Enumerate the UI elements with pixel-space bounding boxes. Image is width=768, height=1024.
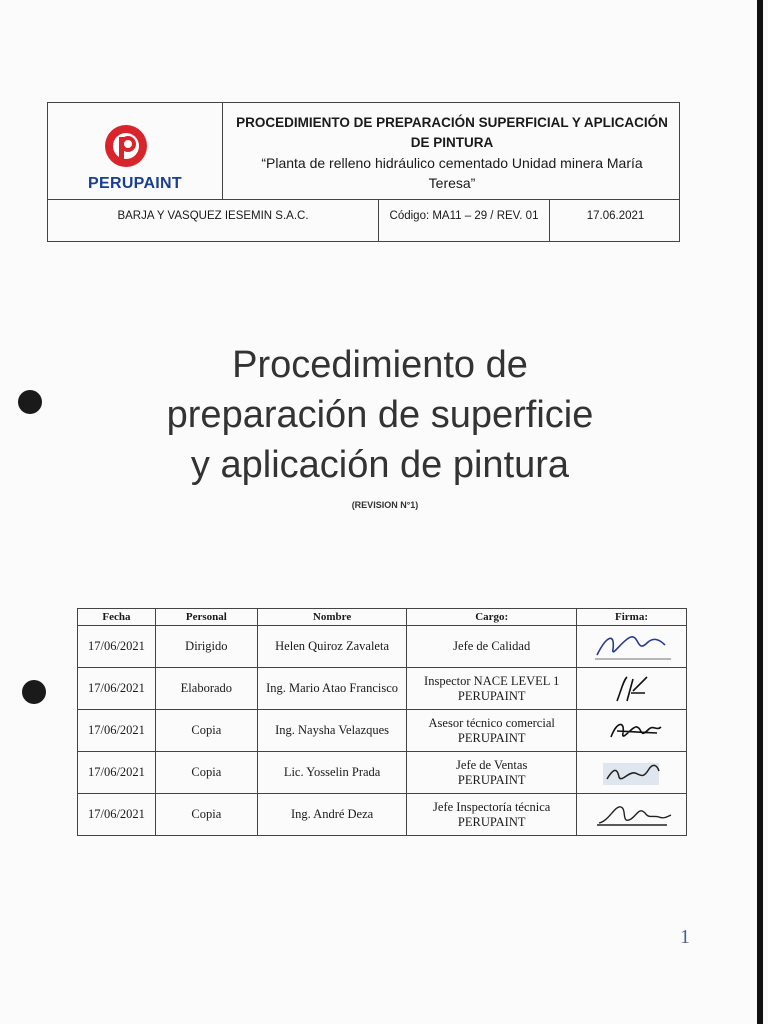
row-firma (577, 668, 687, 710)
document-date: 17.06.2021 (586, 210, 645, 222)
logo-text: PERUPAINT (88, 175, 182, 192)
row-cargo-line1: Asesor técnico comercial (428, 715, 555, 730)
table-row (78, 710, 687, 752)
header-cargo: Cargo: (407, 609, 577, 626)
row-firma (577, 710, 687, 752)
row-personal: Elaborado (155, 668, 257, 710)
header-personal: Personal (155, 609, 257, 626)
row-nombre: Ing. Mario Atao Francisco (257, 668, 407, 710)
row-personal: Copia (155, 794, 257, 836)
row-cargo (407, 752, 577, 794)
row-fecha: 17/06/2021 (78, 626, 156, 668)
table-header-row (78, 609, 687, 626)
page-number: 1 (680, 926, 690, 948)
company-name: BARJA Y VASQUEZ IESEMIN S.A.C. (48, 199, 379, 241)
document-title-block (223, 103, 681, 199)
row-firma (577, 752, 687, 794)
row-cargo (407, 626, 577, 668)
approval-table (77, 608, 687, 836)
header-subtitle-line2: Teresa” (428, 175, 476, 191)
header-subtitle-line1: “Planta de relleno hidráulico cementado Unidad minera María (261, 155, 643, 171)
header-firma: Firma: (577, 609, 687, 626)
revision-label: (REVISION N°1) (351, 500, 419, 510)
document-header (47, 102, 680, 242)
header-nombre: Nombre (257, 609, 407, 626)
punch-hole-bottom (22, 680, 46, 704)
header-title-line1: PROCEDIMIENTO DE PREPARACIÓN SUPERFICIAL Y APLICACIÓN (236, 115, 668, 130)
row-cargo-line2: PERUPAINT (457, 772, 526, 787)
row-fecha: 17/06/2021 (78, 752, 156, 794)
scan-edge-bar (757, 0, 763, 1024)
signature-mark (587, 755, 677, 791)
row-cargo-line2: PERUPAINT (457, 730, 526, 745)
table-row (78, 626, 687, 668)
row-cargo-line1: Inspector NACE LEVEL 1 (424, 673, 560, 688)
header-fecha: Fecha (78, 609, 156, 626)
row-nombre: Lic. Yosselin Prada (257, 752, 407, 794)
punch-hole-top (18, 390, 42, 414)
row-personal: Dirigido (155, 626, 257, 668)
page-title-line1: Procedimiento de (232, 344, 528, 386)
row-personal: Copia (155, 710, 257, 752)
header-title-line2: DE PINTURA (410, 135, 494, 150)
signature-mark (587, 671, 677, 707)
row-cargo-line1: Jefe de Calidad (453, 639, 531, 653)
row-nombre: Ing. Naysha Velazques (257, 710, 407, 752)
row-cargo-line2: PERUPAINT (457, 688, 526, 703)
row-fecha: 17/06/2021 (78, 710, 156, 752)
page-title (120, 340, 640, 490)
page-title-line2: preparación de superficie (166, 394, 594, 436)
row-cargo-line1: Jefe Inspectoría técnica (433, 799, 551, 814)
signature-mark (587, 713, 677, 749)
row-cargo (407, 794, 577, 836)
table-row (78, 668, 687, 710)
row-nombre: Ing. André Deza (257, 794, 407, 836)
row-personal: Copia (155, 752, 257, 794)
perupaint-logo-icon (103, 123, 149, 169)
document-code: Código: MA11 – 29 / REV. 01 (379, 199, 550, 241)
row-nombre: Helen Quiroz Zavaleta (257, 626, 407, 668)
row-cargo-line2: PERUPAINT (457, 814, 526, 829)
row-cargo (407, 668, 577, 710)
table-row (78, 794, 687, 836)
row-fecha: 17/06/2021 (78, 794, 156, 836)
row-cargo-line1: Jefe de Ventas (456, 757, 528, 772)
table-row (78, 752, 687, 794)
row-cargo (407, 710, 577, 752)
signature-mark (587, 629, 677, 665)
page-title-line3: y aplicación de pintura (190, 444, 570, 486)
row-firma (577, 626, 687, 668)
row-fecha: 17/06/2021 (78, 668, 156, 710)
company-logo (48, 103, 223, 199)
signature-mark (587, 797, 677, 833)
row-firma (577, 794, 687, 836)
